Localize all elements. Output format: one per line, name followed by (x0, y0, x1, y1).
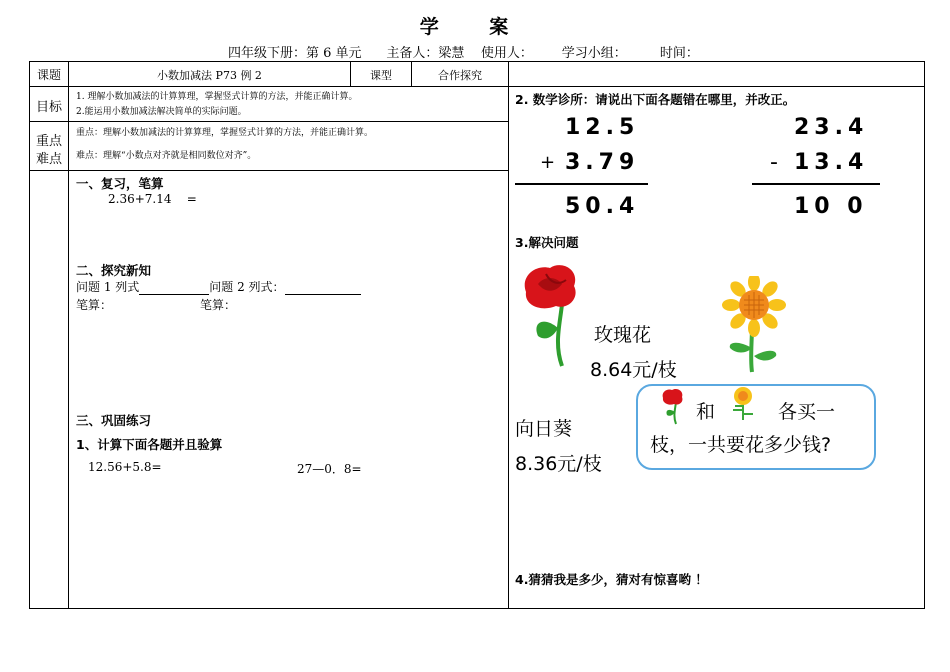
practice-expression-2: 27—0．8= (297, 462, 362, 476)
question-1-blank[interactable] (139, 282, 209, 295)
question-2-blank[interactable] (285, 282, 361, 295)
goal-line-2: 2.能运用小数加减法解决简单的实际问题。 (76, 107, 247, 117)
topic-value: 小数加减法 P73 例 2 (157, 69, 262, 82)
rose-icon (518, 262, 582, 374)
practice-subtitle: 1、计算下面各题并且验算 (76, 437, 223, 452)
q3-title: 3.解决问题 (515, 235, 579, 250)
explore-questions (76, 278, 361, 295)
rose-name: 玫瑰花 (594, 324, 652, 346)
q2-title: 2. 数学诊所：请说出下面各题错在哪里，并改正。 (515, 92, 796, 107)
goal-label: 目标 (35, 100, 62, 115)
section-review-title: 一、复习，笔算 (76, 176, 164, 191)
small-rose-icon (660, 388, 688, 426)
calc1-operator: + (540, 152, 561, 173)
sunflower-price: 8.36元/枝 (515, 453, 602, 475)
type-label: 课型 (370, 69, 392, 82)
sunflower-icon (718, 276, 790, 374)
calc1-top: 12.5 (565, 115, 640, 140)
question-1-label: 问题 1 列式 (76, 280, 140, 294)
practice-expression-1: 12.56+5.8= (88, 460, 162, 474)
difficult-point: 难点：理解“小数点对齐就是相同数位对齐”。 (76, 151, 257, 161)
bubble-each-buy: 各买一 (778, 401, 836, 423)
key-label: 重点 (35, 134, 62, 149)
calc2-middle: 13.4 (794, 150, 869, 175)
key-point: 重点：理解小数加减法的计算算理，掌握竖式计算的方法，并能正确计算。 (76, 128, 374, 138)
sunflower-name: 向日葵 (515, 418, 573, 440)
calc1-middle: 3.79 (565, 150, 640, 175)
question-2-label: 问题 2 列式： (209, 280, 285, 294)
topic-label: 课题 (36, 68, 61, 82)
calc1-result: 50.4 (565, 194, 640, 219)
difficult-label: 难点 (35, 152, 62, 167)
rose-price: 8.64元/枝 (590, 359, 677, 381)
calc2-operator: - (770, 150, 783, 175)
calc2-rule (752, 183, 880, 185)
calc-label-1: 笔算： (76, 298, 113, 312)
q4-title: 4.猜猜我是多少，猜对有惊喜哟 ！ (515, 572, 708, 587)
calc2-top: 23.4 (794, 115, 869, 140)
bubble-question: 枝，一共要花多少钱? (650, 434, 832, 456)
section-explore-title: 二、探究新知 (76, 263, 152, 278)
goal-line-1: 1. 理解小数加减法的计算算理，掌握竖式计算的方法，并能正确计算。 (76, 92, 358, 102)
calc2-result: 10 0 (794, 194, 868, 219)
review-expression: 2.36+7.14 = (108, 192, 197, 206)
type-value: 合作探究 (438, 69, 482, 82)
calc1-rule (515, 183, 648, 185)
bubble-and: 和 (696, 401, 716, 423)
small-sunflower-icon (728, 386, 758, 420)
section-practice-title: 三、巩固练习 (76, 413, 152, 428)
page-title: 学 案 (419, 16, 531, 38)
page-subtitle: 四年级下册：第 6 单元 主备人：梁慧 使用人： 学习小组： 时间： (228, 46, 699, 61)
calc-label-2: 笔算： (200, 298, 237, 312)
